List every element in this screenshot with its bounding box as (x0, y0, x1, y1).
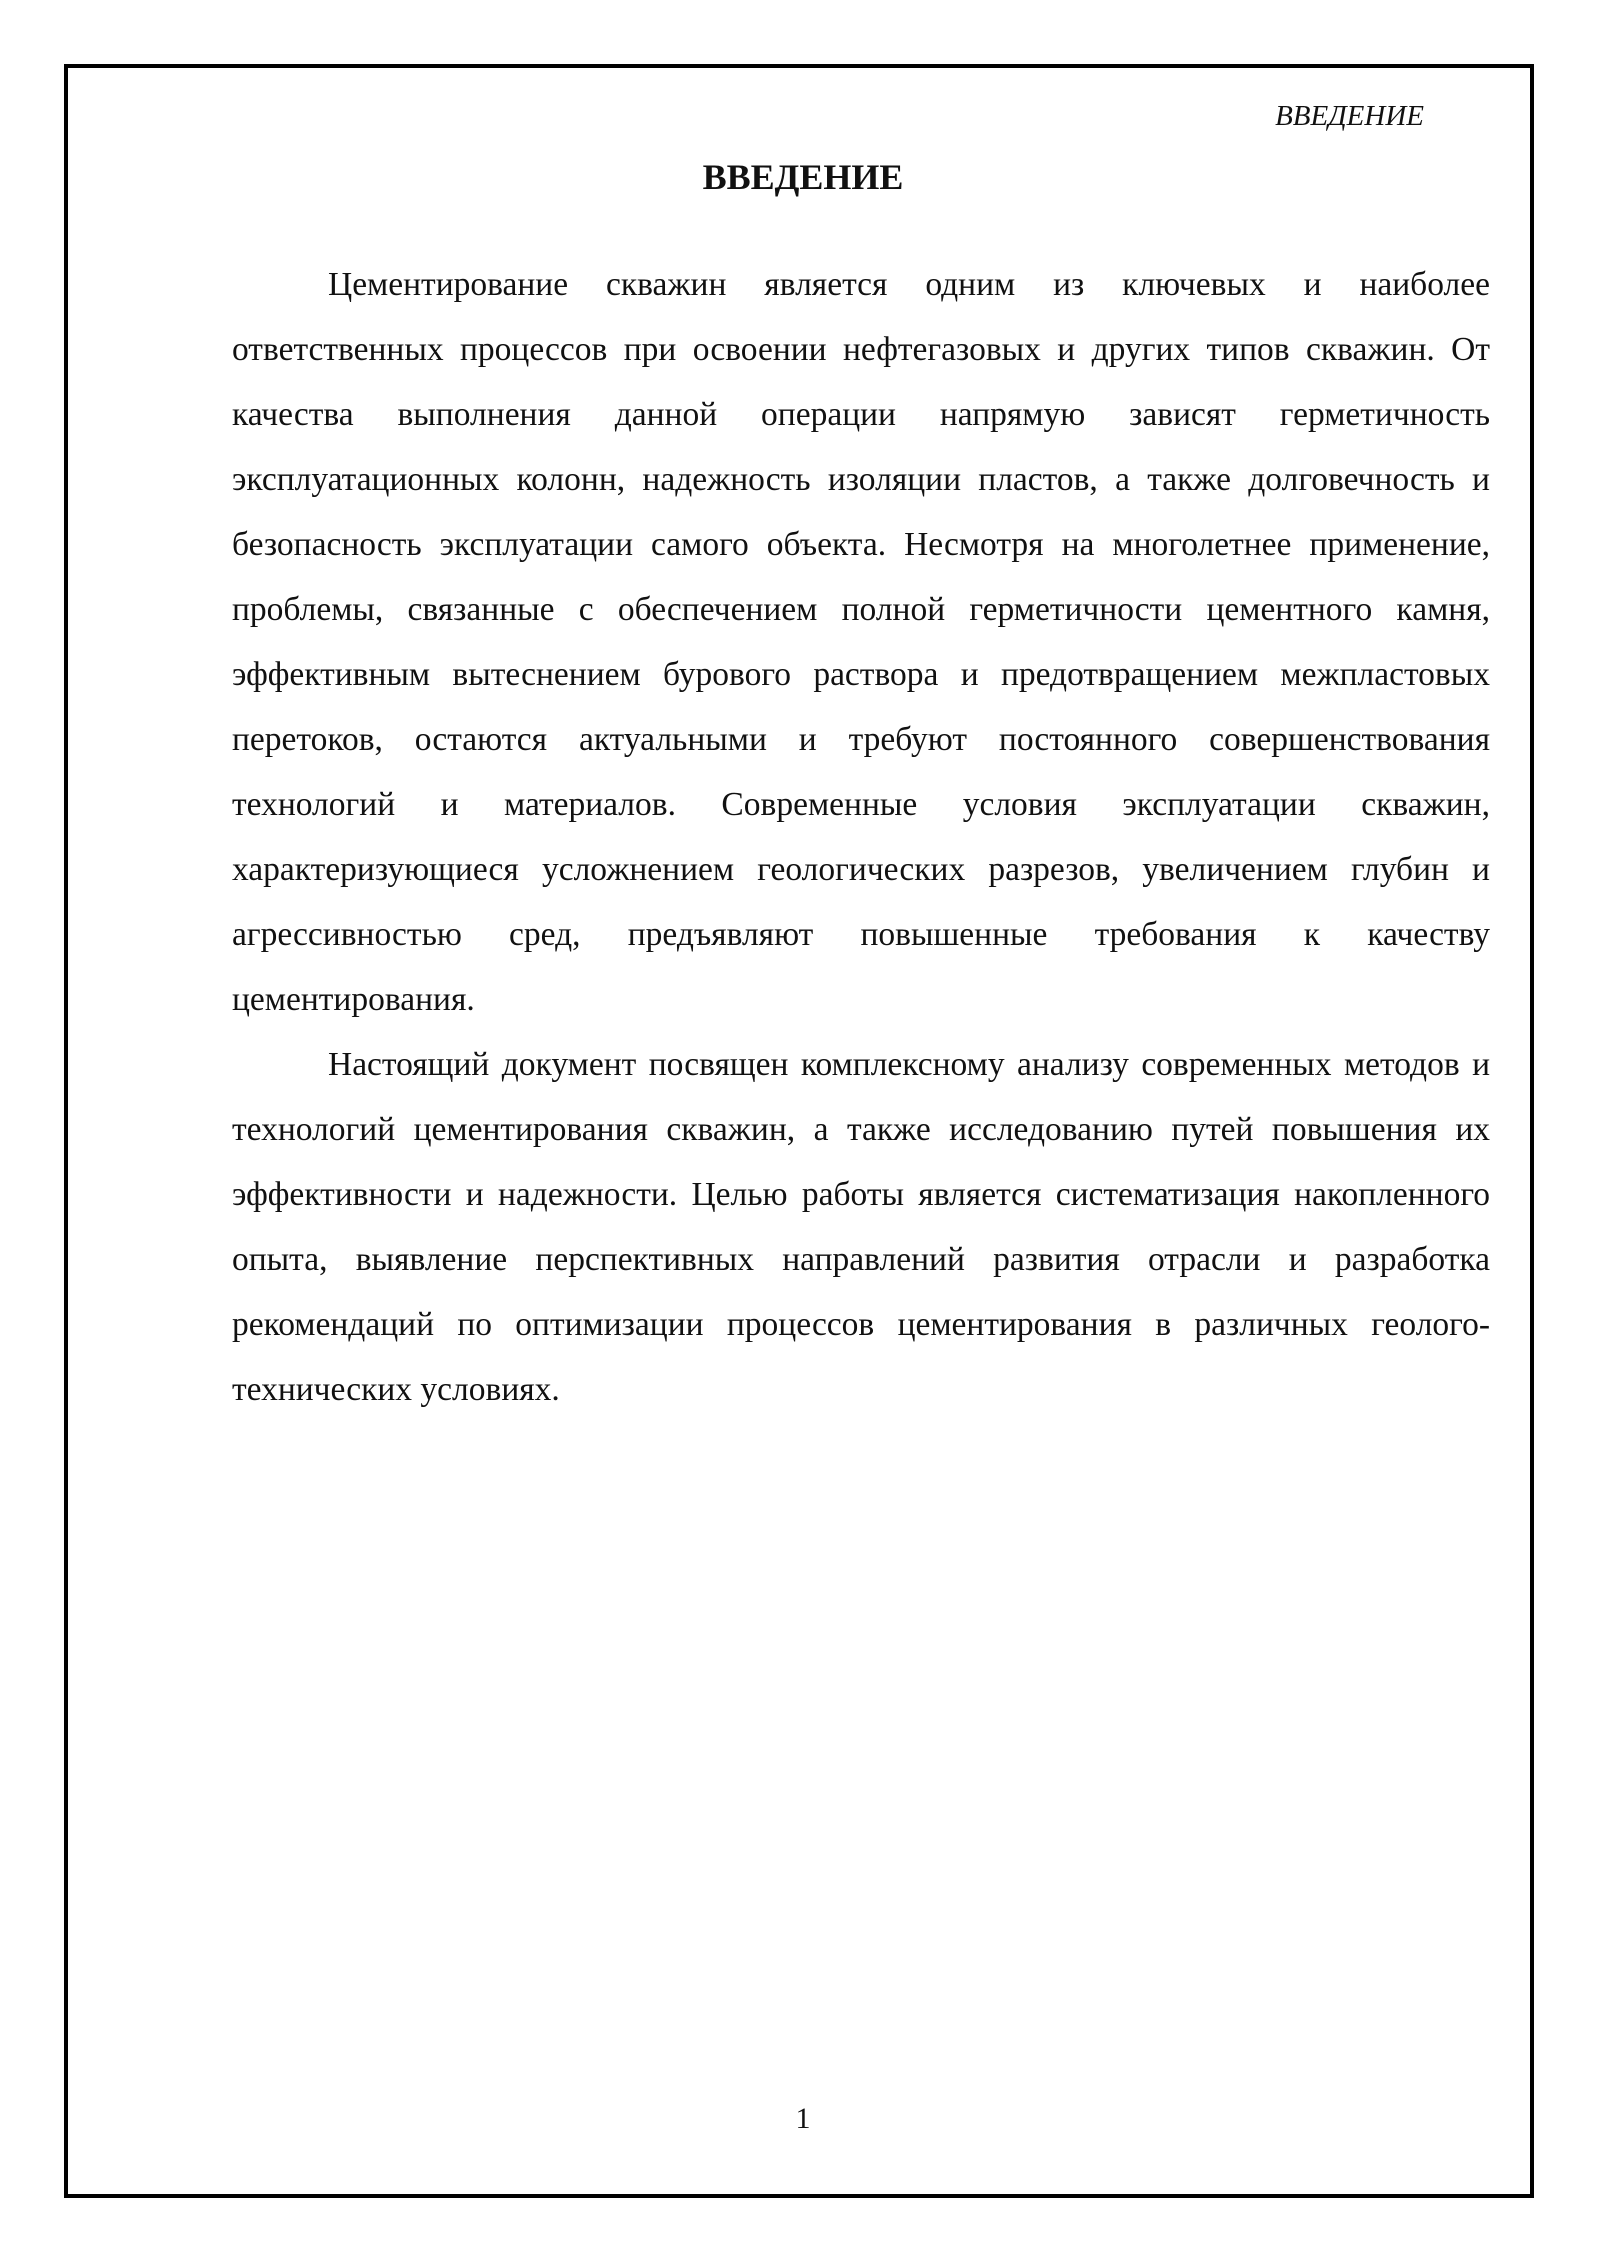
running-header: ВВЕДЕНИЕ (1275, 100, 1424, 132)
page-frame (64, 64, 1534, 2198)
page-number: 1 (795, 2102, 811, 2135)
body-text (232, 252, 1490, 1422)
paragraph-purpose: Настоящий документ посвящен комплексному анализу современных методов и технологий цементирования скважин, а также исследованию путей повышения их эффективности и надежности. Целью работы является систематизация накопленного опыта, выявление перспективных направлений развития отрасли и разработка рекомендаций по оптимизации процессов цементирования в различных геолого-технических условиях. (232, 1046, 1490, 1408)
page-title: ВВЕДЕНИЕ (702, 157, 904, 197)
paragraph-intro: Цементирование скважин является одним из ключевых и наиболее ответственных процессов при освоении нефтегазовых и других типов скважин. От качества выполнения данной операции напрямую зависят герметичность эксплуатационных колонн, надежность изоляции пластов, а также долговечность и безопасность эксплуатации самого объекта. Несмотря на многолетнее применение, проблемы, связанные с обеспечением полной герметичности цементного камня, эффективным вытеснением бурового раствора и предотвращением межпластовых перетоков, остаются актуальными и требуют постоянного совершенствования технологий и материалов. Современные условия эксплуатации скважин, характеризующиеся усложнением геологических разрезов, увеличением глубин и агрессивностью сред, предъявляют повышенные требования к качеству цементирования. (232, 266, 1490, 1018)
